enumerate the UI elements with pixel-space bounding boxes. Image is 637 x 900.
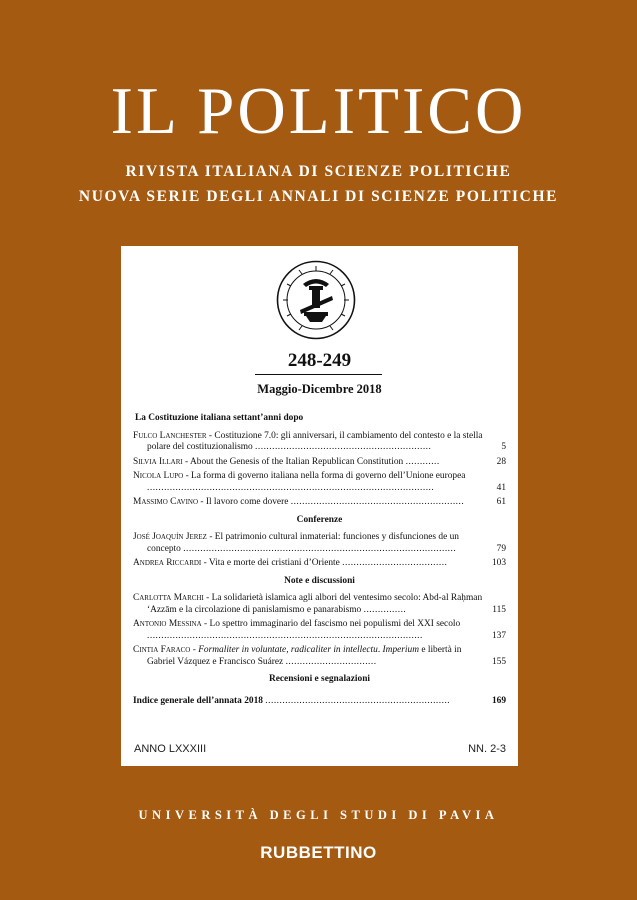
- toc-entry: [133, 593, 506, 616]
- journal-series: NUOVA SERIE DEGLI ANNALI DI SCIENZE POLITICHE: [78, 188, 559, 205]
- toc-entry: [133, 431, 506, 454]
- toc-page: 169: [491, 695, 506, 706]
- leader-dots: .....................................: [342, 558, 448, 568]
- toc-title: - El patrimonio cultural inmaterial: funciones y disfunciones de un concepto: [147, 532, 459, 554]
- toc-entry: [133, 696, 506, 708]
- journal-subtitle: RIVISTA ITALIANA DI SCIENZE POLITICHE: [125, 163, 512, 180]
- university-name: UNIVERSITÀ DEGLI STUDI DI PAVIA: [138, 808, 499, 822]
- toc-page: 5: [501, 442, 506, 452]
- index-label: Indice generale dell’annata 2018: [133, 695, 263, 706]
- toc-author: José Joaquín Jerez: [133, 532, 207, 542]
- toc-title: - La solidarietà islamica agli albori del ventesimo secolo: Abd-al Raḥman ‘Azzām e la circolazione di panislamismo e panarabismo: [147, 593, 483, 615]
- university-seal-icon: [276, 260, 356, 340]
- toc-entry: [133, 558, 506, 570]
- journal-title: IL POLITICO: [110, 74, 527, 148]
- issue-rule: [255, 374, 382, 375]
- toc-title: - Vita e morte dei cristiani d’Oriente: [201, 558, 340, 568]
- toc-title: - La forma di governo italiana nella forma di governo dell’Unione europea: [183, 471, 466, 481]
- toc-title-italic: Imperium: [382, 645, 419, 655]
- toc-entry: [133, 532, 506, 555]
- toc-entry: [133, 497, 506, 509]
- leader-dots: ............: [405, 456, 440, 467]
- toc-author: Silvia Illari: [133, 456, 183, 467]
- toc-author: Cintia Faraco: [133, 645, 191, 655]
- toc-title: - Costituzione 7.0: gli anniversari, il cambiamento del contesto e la stella polare del costituzionalismo: [147, 430, 483, 452]
- leader-dots: .................................................................................................: [147, 630, 423, 641]
- toc-page: 155: [491, 656, 506, 667]
- leader-dots: ................................: [285, 656, 377, 667]
- section-heading: Note e discussioni: [284, 575, 355, 586]
- section-heading: La Costituzione italiana settant’anni dopo: [135, 413, 304, 423]
- toc-author: Massimo Cavino: [133, 497, 199, 507]
- toc-page: 79: [496, 543, 506, 554]
- toc-page: 41: [496, 482, 506, 493]
- toc-title-italic: Formaliter in voluntate, radicaliter in intellectu: [198, 645, 378, 655]
- toc-page: 28: [496, 456, 506, 467]
- leader-dots: .............................................................: [290, 497, 465, 507]
- toc-author: Nicola Lupo: [133, 471, 184, 481]
- toc-author: Carlotta Marchi: [133, 593, 204, 603]
- contents-panel: [121, 246, 518, 766]
- section-heading: Recensioni e segnalazioni: [268, 674, 371, 684]
- toc-page: 115: [492, 604, 506, 615]
- leader-dots: .....................................................................................................: [147, 482, 435, 493]
- toc-entry: [133, 471, 506, 494]
- toc-title: - About the Genesis of the Italian Republican Constitution: [182, 456, 404, 467]
- leader-dots: ................................................................................................: [183, 543, 457, 554]
- toc-page: 137: [491, 630, 506, 641]
- toc-title: - Il lavoro come dovere: [198, 497, 289, 507]
- toc-entry: [133, 457, 506, 469]
- toc-author: Fulco Lanchester: [133, 430, 207, 441]
- toc-page: 61: [496, 497, 506, 507]
- toc-title: .: [377, 645, 383, 655]
- toc-author: Antonio Messina: [133, 619, 202, 629]
- section-heading: Conferenze: [296, 514, 343, 525]
- leader-dots: .................................................................: [265, 695, 451, 706]
- issue-date: Maggio-Dicembre 2018: [257, 382, 382, 396]
- number-label: NN. 2-3: [468, 743, 506, 755]
- year-label: ANNO LXXXIII: [134, 743, 207, 755]
- publisher-logo: RUBBETTINO: [260, 843, 377, 862]
- toc-title: e libertà in Gabriel Vázquez e Francisco Suárez: [147, 645, 462, 667]
- toc-entry: [133, 619, 506, 642]
- toc-title: - Lo spettro immaginario del fascismo nei populismi del XXI secolo: [201, 619, 461, 629]
- leader-dots: ..............................................................: [255, 442, 432, 452]
- toc-author: Andrea Riccardi: [133, 558, 202, 568]
- toc-entry: Cintia Faraco - Formaliter in voluntate, radicaliter in intellectu. Imperium e libertà in Gabriel Vázquez e Francisco Suárez ................................ 155: [133, 645, 506, 667]
- issue-number: 248-249: [287, 350, 352, 371]
- leader-dots: ...............: [363, 604, 407, 615]
- toc-page: 103: [491, 558, 506, 568]
- table-of-contents: [133, 413, 506, 707]
